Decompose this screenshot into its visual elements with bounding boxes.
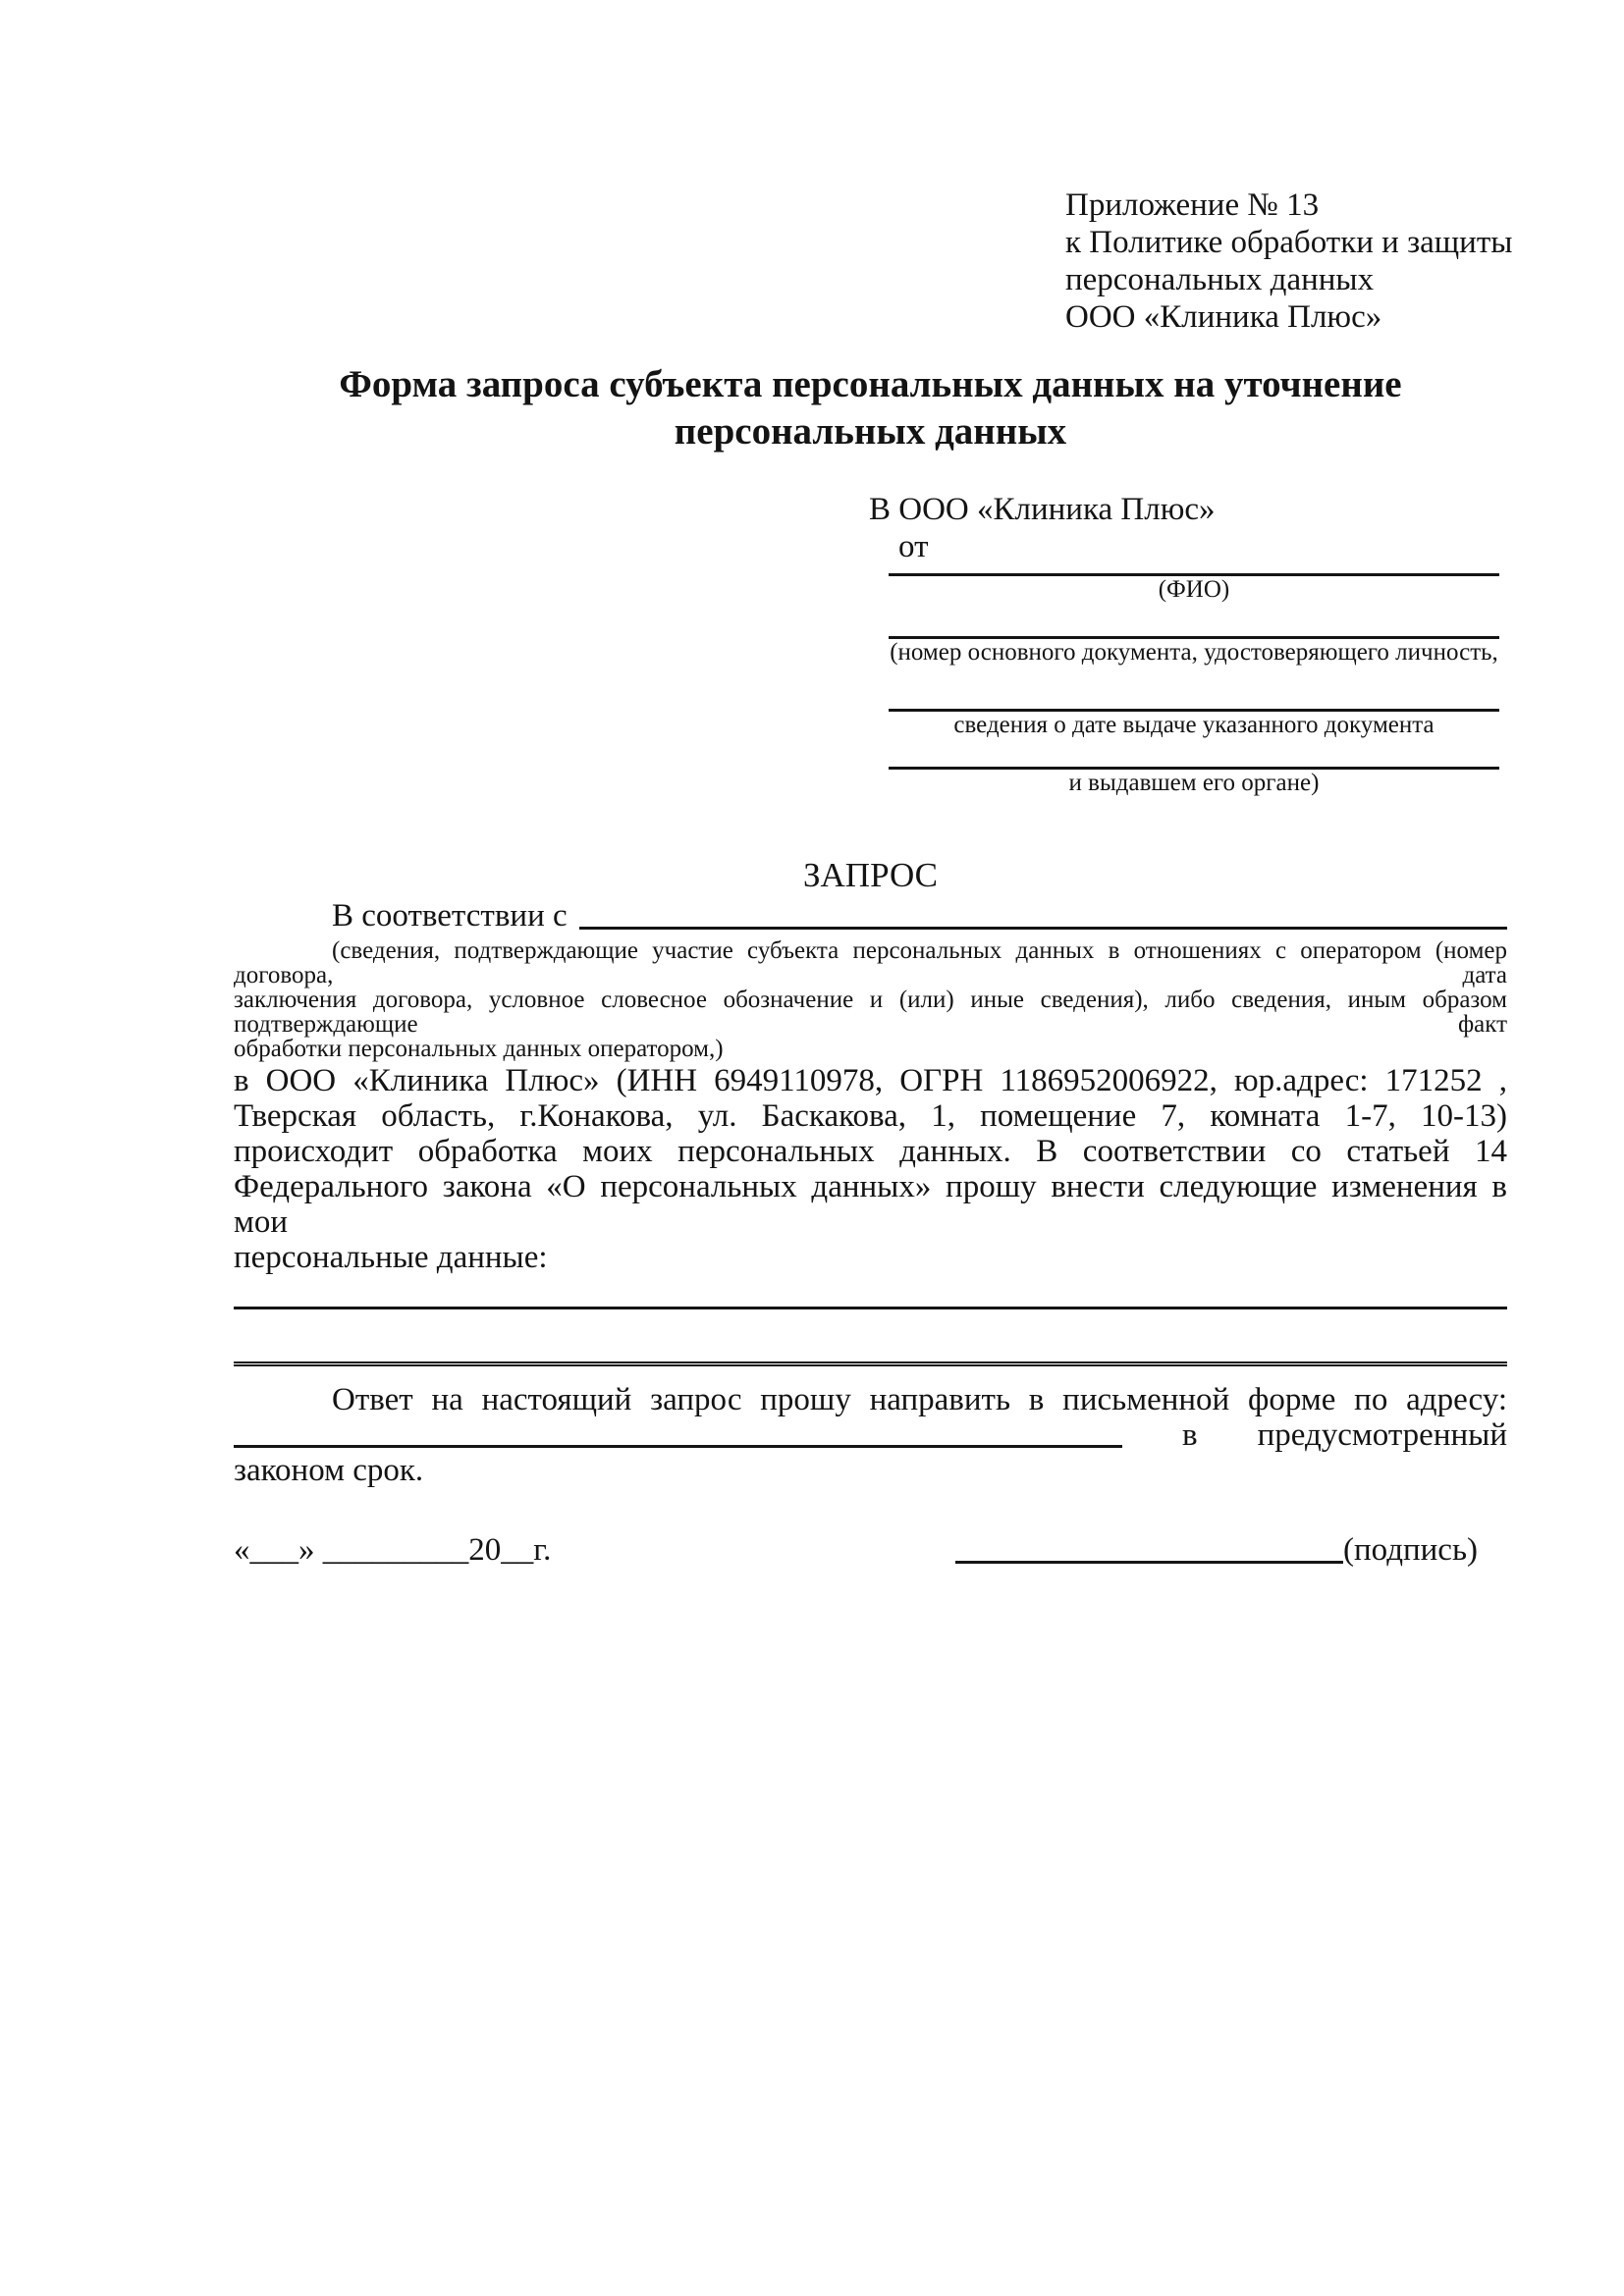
document-title-line: Форма запроса субъекта персональных данных на уточнение	[339, 363, 1402, 405]
signature-write-line	[955, 1561, 1343, 1564]
body-line: происходит обработка моих персональных данных. В соответствии со статьей 14	[234, 1134, 1507, 1169]
body-line: Федерального закона «О персональных данных» прошу внести следующие изменения в мои	[234, 1169, 1507, 1240]
document-title	[234, 361, 1507, 455]
issuing-authority-caption: и выдавшем его органе)	[1068, 770, 1320, 796]
request-heading: ЗАПРОС	[802, 856, 939, 894]
changes-write-line-1	[234, 1307, 1507, 1309]
issue-date-field	[889, 709, 1499, 739]
appendix-line: к Политике обработки и защиты	[1065, 225, 1513, 260]
fio-field	[889, 573, 1499, 604]
address-write-line	[234, 1445, 1122, 1448]
footnote-line: обработки персональных данных оператором,)	[234, 1036, 724, 1062]
addressee-block	[869, 491, 1507, 797]
date-field: «___» _________20__г.	[234, 1532, 552, 1568]
issue-date-caption: сведения о дате выдаче указанного документа	[953, 712, 1435, 738]
response-line-3: законом срок.	[234, 1453, 424, 1488]
basis-write-line	[579, 927, 1507, 930]
body-line: в ООО «Клиника Плюс» (ИНН 6949110978, ОГРН 1186952006922, юр.адрес: 171252 ,	[234, 1063, 1507, 1098]
response-word: в	[1182, 1417, 1198, 1453]
document-title-line: персональных данных	[674, 410, 1067, 453]
issuing-authority-field	[889, 767, 1499, 797]
addressee-to: В ООО «Клиника Плюс»	[869, 492, 1216, 527]
fio-caption: (ФИО)	[1158, 576, 1230, 603]
body-line: Тверская область, г.Конакова, ул. Баскакова, 1, помещение 7, комната 1-7, 10-13)	[234, 1098, 1507, 1134]
response-word: предусмотренный	[1257, 1417, 1507, 1453]
response-line-2	[234, 1417, 1507, 1453]
body-line: персональные данные:	[234, 1240, 548, 1275]
appendix-line: ООО «Клиника Плюс»	[1065, 299, 1382, 335]
document-number-field	[889, 636, 1499, 667]
appendix-line: персональных данных	[1065, 262, 1375, 297]
changes-write-line-2	[234, 1362, 1507, 1366]
footnote-line: заключения договора, условное словесное обозначение и (или) иные сведения), либо сведения, иным образом подтверждающие факт	[234, 987, 1507, 1038]
addressee-from-label: от	[898, 529, 929, 564]
appendix-header	[1065, 187, 1513, 336]
signoff-row	[234, 1531, 1507, 1569]
footnote-line: (сведения, подтверждающие участие субъекта персональных данных в отношениях с оператором (номер договора, дата	[234, 937, 1507, 988]
intro-prefix: В соответствии с	[332, 898, 568, 934]
footnote	[234, 938, 1507, 1061]
intro-line	[234, 897, 1507, 934]
body-paragraph	[234, 1063, 1507, 1275]
response-line-1: Ответ на настоящий запрос прошу направить в письменной форме по адресу:	[332, 1382, 1507, 1417]
signature-group	[955, 1531, 1478, 1569]
signature-caption: (подпись)	[1343, 1532, 1478, 1568]
document-number-caption: (номер основного документа, удостоверяющего личность,	[890, 639, 1498, 666]
appendix-line: Приложение № 13	[1065, 187, 1320, 223]
